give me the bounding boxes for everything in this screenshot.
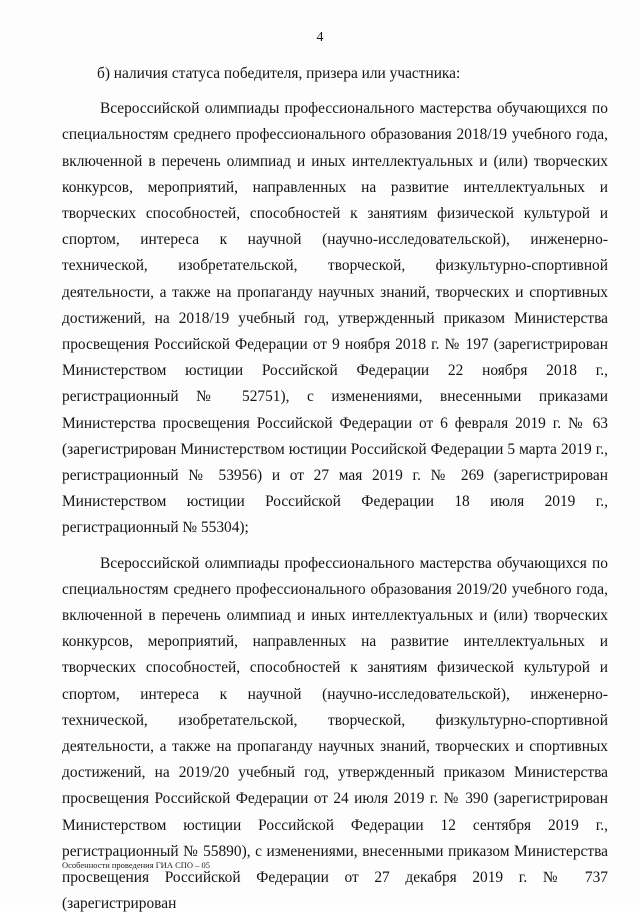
document-body [62, 61, 608, 918]
paragraph-olympiad-2019: Всероссийской олимпиады профессионального мастерства обучающихся по специальностям среднего профессионального образования 2019/20 учебного года, включенной в перечень олимпиад и иных интеллектуальных и (или) творческих конкурсов, мероприятий, направленных на развитие интеллектуальных и творческих способностей, способностей к занятиям физической культурой и спортом, интереса к научной (научно-исследовательской), инженерно-технической, изобретательской, творческой, физкультурно-спортивной деятельности, а также на пропаганду научных знаний, творческих и спортивных достижений, на 2019/20 учебный год, утвержденный приказом Министерства просвещения Российской Федерации от 24 июля 2019 г. № 390 (зарегистрирован Министерством юстиции Российской Федерации 12 сентября 2019 г., регистрационный № 55890), с изменениями, внесенными приказом Министерства просвещения Российской Федерации от 27 декабря 2019 г. № 737 (зарегистрирован [62, 554, 608, 913]
paragraph-olympiad-2018: Всероссийской олимпиады профессионального мастерства обучающихся по специальностям среднего профессионального образования 2018/19 учебного года, включенной в перечень олимпиад и иных интеллектуальных и (или) творческих конкурсов, мероприятий, направленных на развитие интеллектуальных и творческих способностей, способностей к занятиям физической культурой и спортом, интереса к научной (научно-исследовательской), инженерно-технической, изобретательской, творческой, физкультурно-спортивной деятельности, а также на пропаганду научных знаний, творческих и спортивных достижений, на 2018/19 учебный год, утвержденный приказом Министерства просвещения Российской Федерации от 9 ноября 2018 г. № 197 (зарегистрирован Министерством юстиции Российской Федерации 22 ноября 2018 г., регистрационный № 52751), с изменениями, внесенными приказами Министерства просвещения Российской Федерации от 6 февраля 2019 г. № 63 (зарегистрирован Министерством юстиции Российской Федерации 5 марта 2019 г., регистрационный № 53956) и от 27 мая 2019 г. № 269 (зарегистрирован Министерством юстиции Российской Федерации 18 июля 2019 г., регистрационный № 55304); [62, 100, 608, 537]
paragraph-intro: б) наличия статуса победителя, призера или участника: [97, 65, 461, 82]
page-number: 4 [316, 30, 324, 45]
page-footer: Особенности проведения ГИА СПО – 05 [62, 860, 211, 870]
